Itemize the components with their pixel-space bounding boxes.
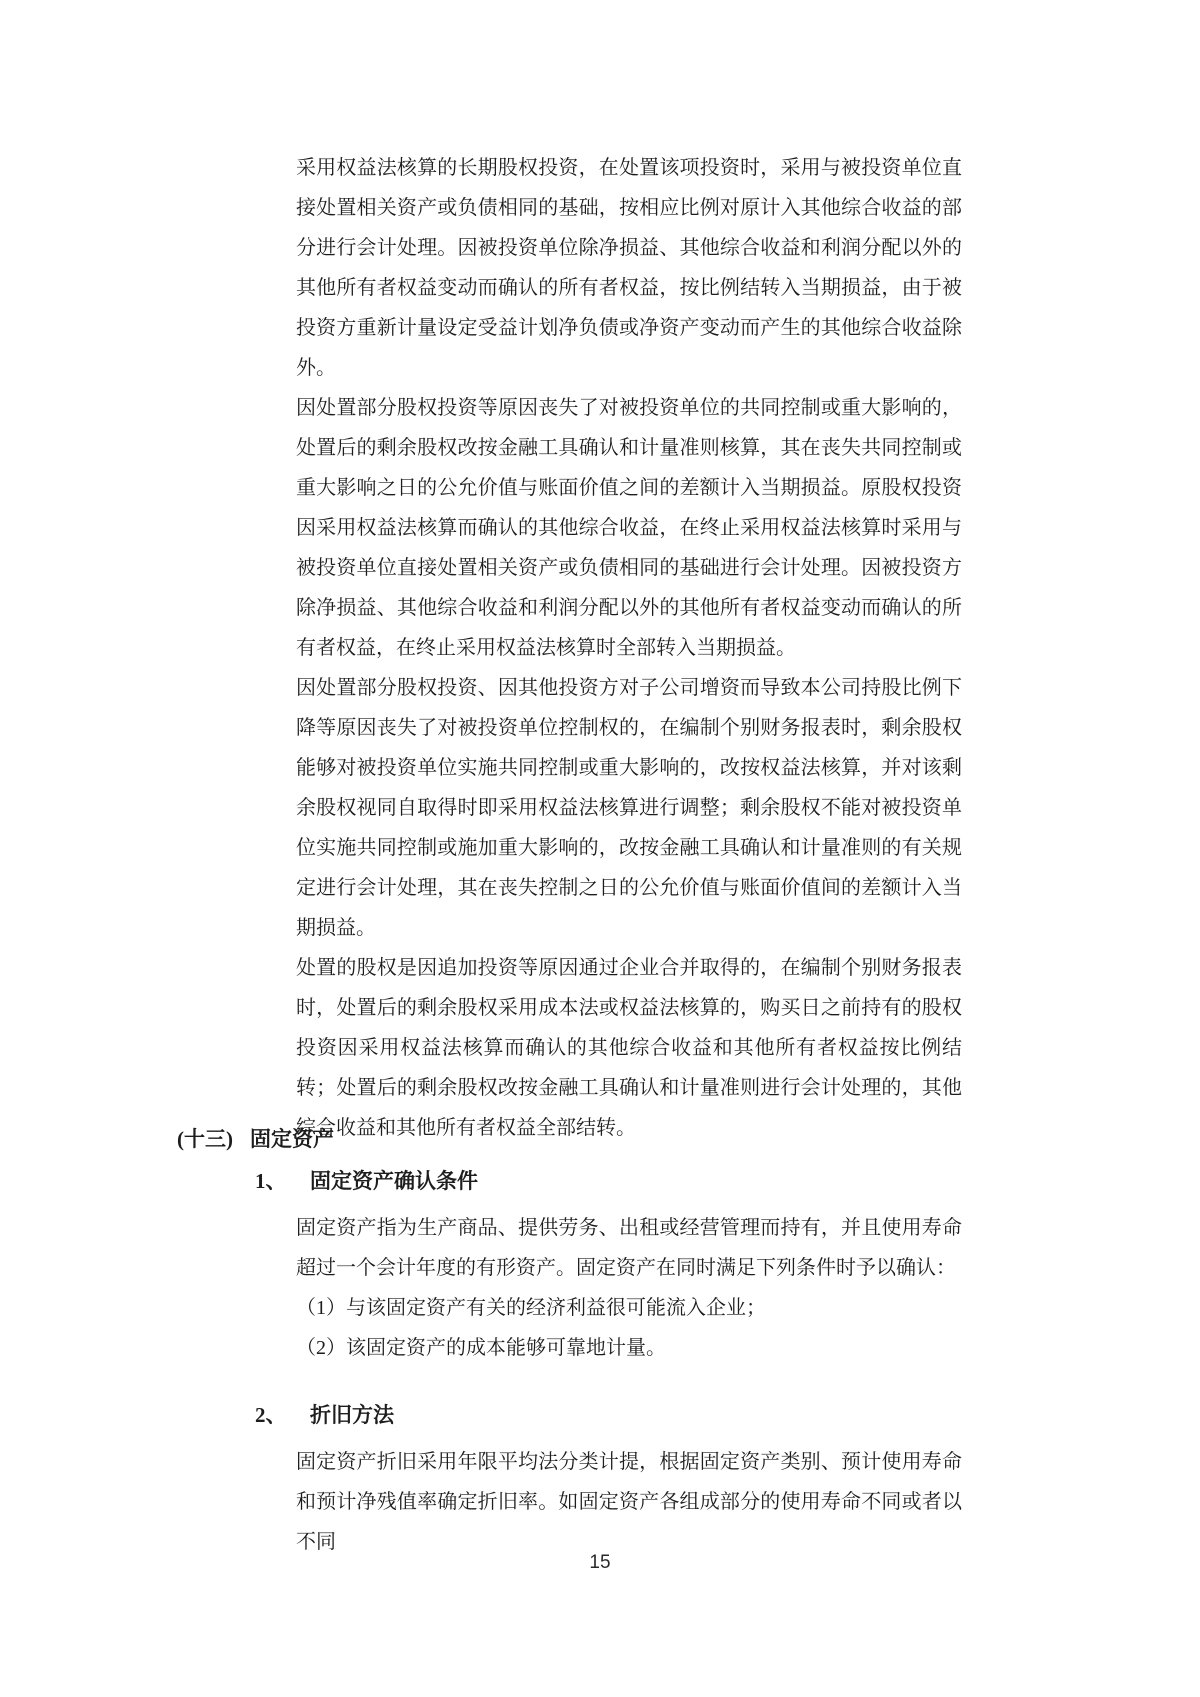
body-paragraph: 采用权益法核算的长期股权投资，在处置该项投资时，采用与被投资单位直接处置相关资产或负债相同的基础，按相应比例对原计入其他综合收益的部分进行会计处理。因被投资单位除净损益、其他综合收益和利润分配以外的其他所有者权益变动而确认的所有者权益，按比例结转入当期损益，由于被投资方重新计量设定受益计划净负债或净资产变动而产生的其他综合收益除外。 — [296, 157, 962, 379]
policy-text-block — [296, 148, 962, 1148]
section-label: (十三) — [177, 1127, 233, 1151]
item-2-body — [296, 1442, 962, 1562]
item-1-heading — [255, 1166, 478, 1196]
body-paragraph: 处置的股权是因追加投资等原因通过企业合并取得的，在编制个别财务报表时，处置后的剩余股权采用成本法或权益法核算的，购买日之前持有的股权投资因采用权益法核算而确认的其他综合收益和其他所有者权益按比例结转；处置后的剩余股权改按金融工具确认和计量准则进行会计处理的，其他综合收益和其他所有者权益全部结转。 — [296, 957, 962, 1139]
item-1-condition-1: （1）与该固定资产有关的经济利益很可能流入企业； — [296, 1297, 766, 1319]
item-1-title: 固定资产确认条件 — [310, 1169, 478, 1193]
item-2-number: 2、 — [255, 1403, 287, 1427]
body-paragraph: 因处置部分股权投资等原因丧失了对被投资单位的共同控制或重大影响的，处置后的剩余股权改按金融工具确认和计量准则核算，其在丧失共同控制或重大影响之日的公允价值与账面价值之间的差额计入当期损益。原股权投资因采用权益法核算而确认的其他综合收益，在终止采用权益法核算时采用与被投资单位直接处置相关资产或负债相同的基础进行会计处理。因被投资方除净损益、其他综合收益和利润分配以外的其他所有者权益变动而确认的所有者权益，在终止采用权益法核算时全部转入当期损益。 — [296, 397, 962, 659]
item-2-title: 折旧方法 — [310, 1403, 394, 1427]
item-2-heading — [255, 1400, 394, 1430]
item-1-condition-2: （2）该固定资产的成本能够可靠地计量。 — [296, 1337, 666, 1359]
page-number: 15 — [589, 1552, 611, 1573]
item-2-paragraph: 固定资产折旧采用年限平均法分类计提，根据固定资产类别、预计使用寿命和预计净残值率确定折旧率。如固定资产各组成部分的使用寿命不同或者以不同 — [296, 1451, 962, 1553]
section-title: 固定资产 — [250, 1127, 334, 1151]
item-1-number: 1、 — [255, 1169, 287, 1193]
item-1-paragraph: 固定资产指为生产商品、提供劳务、出租或经营管理而持有，并且使用寿命超过一个会计年度的有形资产。固定资产在同时满足下列条件时予以确认： — [296, 1217, 962, 1279]
item-1-body — [296, 1208, 962, 1368]
body-paragraph: 因处置部分股权投资、因其他投资方对子公司增资而导致本公司持股比例下降等原因丧失了对被投资单位控制权的，在编制个别财务报表时，剩余股权能够对被投资单位实施共同控制或重大影响的，改按权益法核算，并对该剩余股权视同自取得时即采用权益法核算进行调整；剩余股权不能对被投资单位实施共同控制或施加重大影响的，改按金融工具确认和计量准则的有关规定进行会计处理，其在丧失控制之日的公允价值与账面价值间的差额计入当期损益。 — [296, 677, 962, 939]
section-heading — [177, 1124, 334, 1154]
